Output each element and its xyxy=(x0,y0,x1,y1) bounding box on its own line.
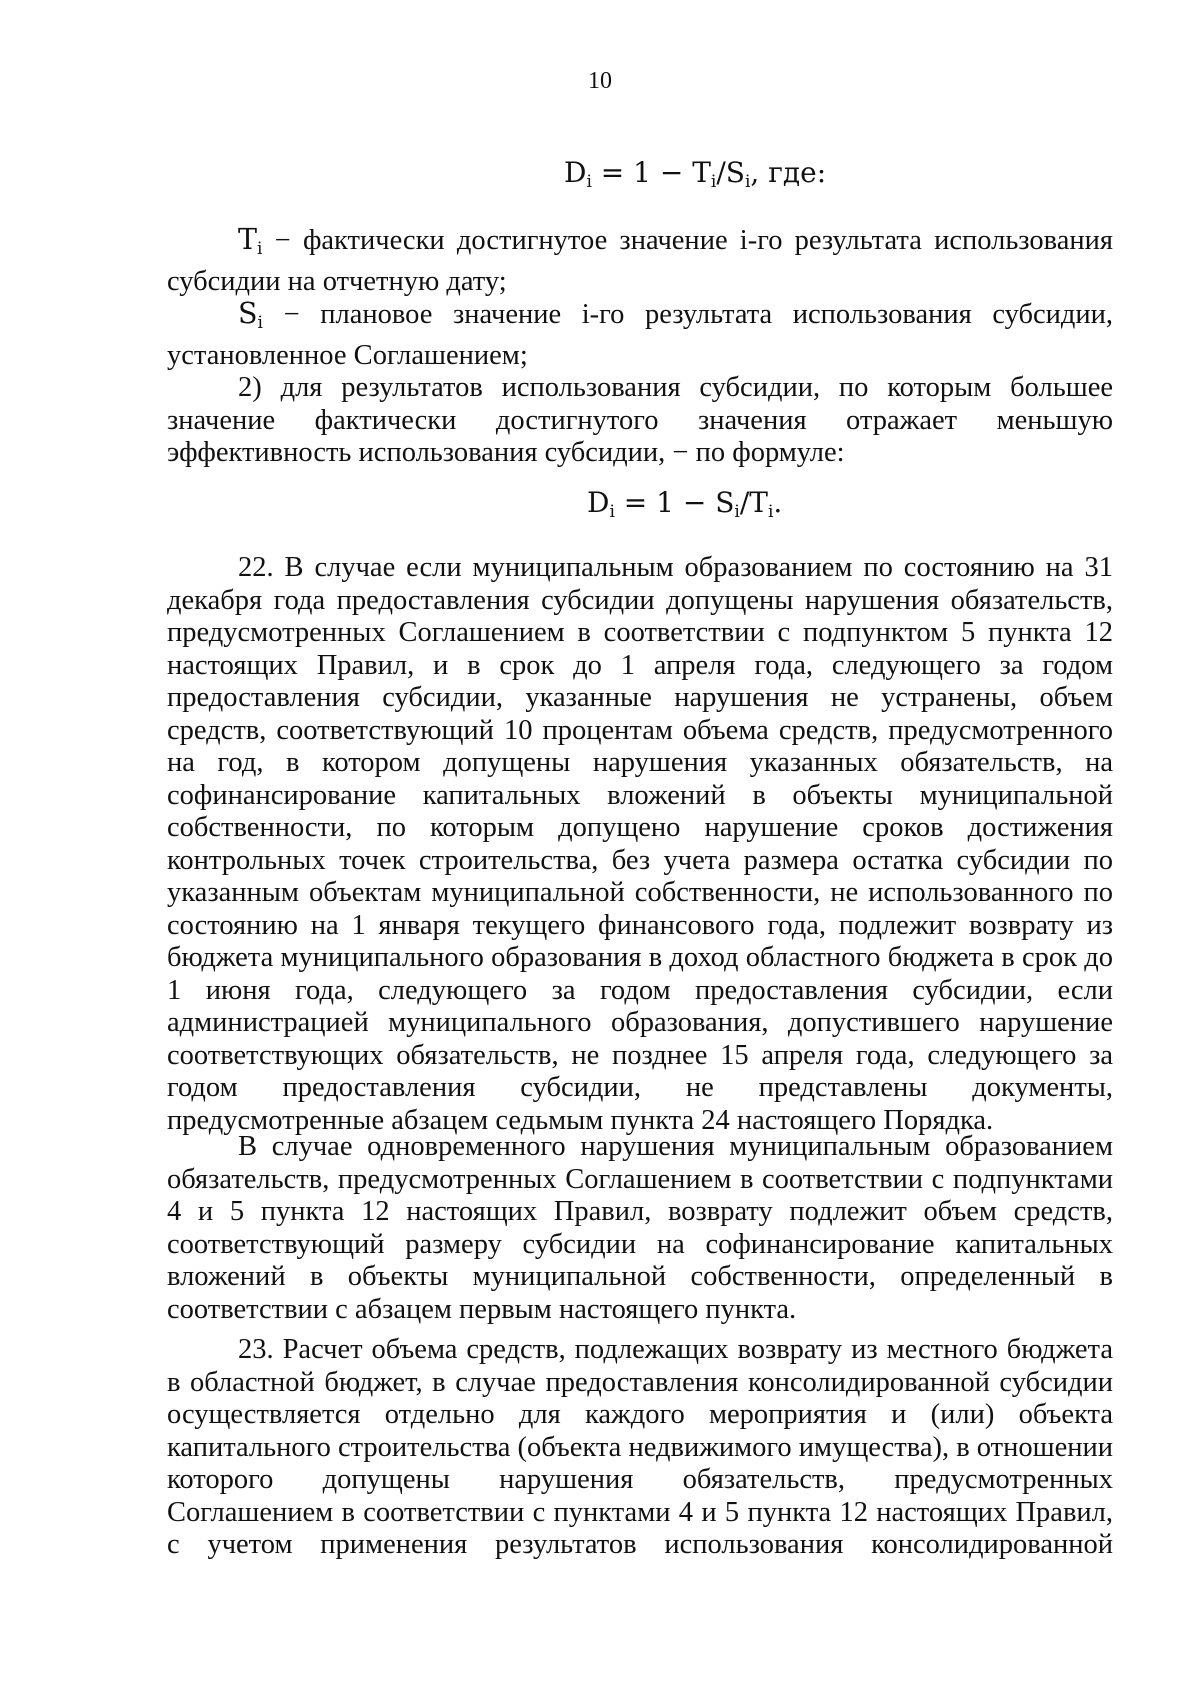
paragraph-22-block xyxy=(167,552,1113,1137)
item-2-paragraph: 2) для результатов использования субсидии, по которым большее значение фактически достигнутого значения отражает меньшую эффективность использования субсидии, − по формуле: xyxy=(167,372,1113,469)
definition-s: $S_i$ − плановое значение i-го результата использования субсидии, xyxy=(238,297,1113,334)
formula-1: $D_i = 1 - T_i/S_i$, где: xyxy=(564,156,827,193)
paragraph-23-block xyxy=(167,1334,1113,1562)
paragraph-simultaneous-violation: В случае одновременного нарушения муниципальным образованием обязательств, предусмотренных Соглашением в соответствии с подпунктами 4 и 5 пункта 12 настоящих Правил, возврату подлежит объем средств, соответствующий размеру субсидии на софинансирование капитальных вложений в объекты муниципальной собственности, определенный в соответствии с абзацем первым настоящего пункта. xyxy=(167,1131,1113,1325)
definition-t: $T_i$ − фактически достигнутое значение i-го результата использования xyxy=(238,223,1113,260)
paragraph-22: 22. В случае если муниципальным образованием по состоянию на 31 декабря года предоставления субсидии допущены нарушения обязательств, предусмотренных Соглашением в соответствии с подпунктом 5 пункта 12 настоящих Правил, и в срок до 1 апреля года, следующего за годом предоставления субсидии, указанные нарушения не устранены, объем средств, соответствующий 10 процентам объема средств, предусмотренного на год, в котором допущены нарушения указанных обязательств, на софинансирование капитальных вложений в объекты муниципальной собственности, по которым допущено нарушение сроков достижения контрольных точек строительства, без учета размера остатка субсидии по указанным объектам муниципальной собственности, не использованного по состоянию на 1 января текущего финансового года, подлежит возврату из бюджета муниципального образования в доход областного бюджета в срок до 1 июня года, следующего за годом предоставления субсидии, если администрацией муниципального образования, допустившего нарушение соответствующих обязательств, не позднее 15 апреля года, следующего за годом предоставления субсидии, не представлены документы, предусмотренные абзацем седьмым пункта 24 настоящего Порядка. xyxy=(167,552,1113,1136)
definition-s-continued: установленное Соглашением; xyxy=(167,339,528,371)
page-number: 10 xyxy=(588,68,612,94)
definition-t-continued: субсидии на отчетную дату; xyxy=(167,265,507,297)
simultaneous-violation-block xyxy=(167,1131,1113,1326)
paragraph-23: 23. Расчет объема средств, подлежащих возврату из местного бюджета в областной бюджет, в случае предоставления консолидированной субсидии осуществляется отдельно для каждого мероприятия и (или) объекта капитального строительства (объекта недвижимого имущества), в отношении которого допущены нарушения обязательств, предусмотренных Соглашением в соответствии с пунктами 4 и 5 пункта 12 настоящих Правил, с учетом применения результатов использования консолидированной xyxy=(167,1334,1113,1560)
definitions-block xyxy=(167,224,1113,470)
formula-2: $D_i = 1 - S_i/T_i$. xyxy=(587,486,783,523)
